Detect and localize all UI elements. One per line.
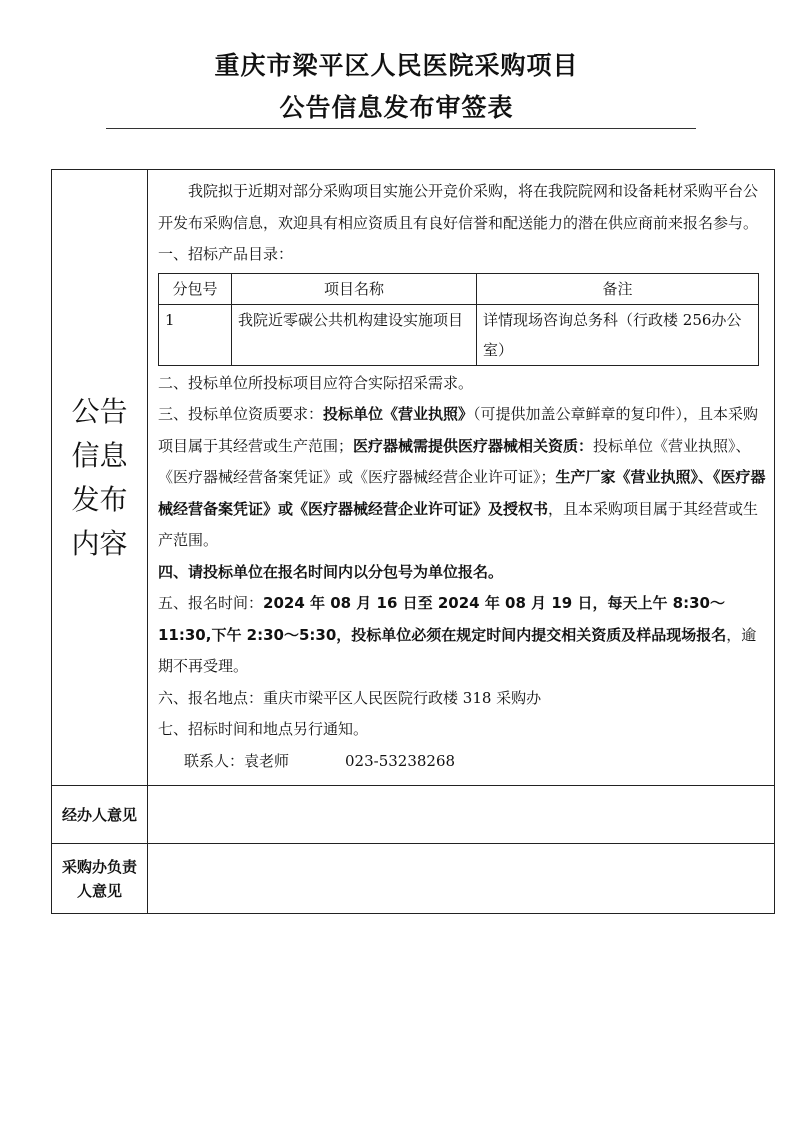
section4: 四、请投标单位在报名时间内以分包号为单位报名。 — [158, 562, 504, 581]
label-char: 内容 — [71, 526, 128, 560]
title-divider — [106, 128, 696, 129]
product-catalog-table — [158, 273, 759, 366]
announcement-row — [52, 170, 775, 786]
section7: 七、招标时间和地点另行通知。 — [158, 720, 369, 738]
table-row — [159, 304, 759, 365]
contact-phone: 023-53238268 — [345, 751, 456, 770]
contact-line — [158, 746, 766, 778]
header-remark: 备注 — [477, 273, 759, 304]
section5-bold: 2024 年 08 月 16 日至 2024 年 08 月 19 日，每天上午 8:30～11:30,下午 2:30～5:30，投标单位必须在规定时间内提交相关资质及样品现场报名 — [158, 594, 727, 644]
approval-form-table — [51, 169, 775, 914]
section3-text-3: ，且本采购项目属于其经营或生产范围。 — [158, 499, 759, 549]
section5 — [158, 588, 766, 683]
section1-title: 一、招标产品目录： — [158, 245, 294, 263]
cell-remark: 详情现场咨询总务科（行政楼 256办公室） — [477, 304, 759, 365]
header-project-name: 项目名称 — [232, 273, 477, 304]
section3-prefix: 三、投标单位资质要求： — [158, 405, 324, 423]
section3-bold-1: 投标单位《营业执照》 — [323, 405, 474, 423]
announcement-label-cell — [52, 170, 148, 786]
head-opinion-row — [52, 844, 775, 914]
label-char: 发布 — [71, 482, 128, 516]
contact-person: 联系人：袁老师 — [184, 751, 290, 770]
handler-opinion-label: 经办人意见 — [52, 786, 148, 844]
section5-suffix: ，逾期不再受理。 — [158, 625, 757, 675]
intro-paragraph: 我院拟于近期对部分采购项目实施公开竞价采购，将在我院院网和设备耗材采购平台公开发布采购信息，欢迎具有相应资质且有良好信誉和配送能力的潜在供应商前来报名参与。 — [158, 182, 759, 232]
catalog-header-row — [159, 273, 759, 304]
header-package-no: 分包号 — [159, 273, 232, 304]
doc-title-line1: 重庆市梁平区人民医院采购项目 — [214, 51, 579, 80]
section6: 六、报名地点：重庆市梁平区人民医院行政楼 318 采购办 — [158, 688, 542, 707]
head-opinion-field[interactable] — [148, 844, 775, 914]
label-char: 公告 — [71, 394, 128, 428]
section5-prefix: 五、报名时间： — [158, 594, 264, 612]
section3-bold-2: 医疗器械需提供医疗器械相关资质： — [353, 436, 594, 455]
section2: 二、投标单位所投标项目应符合实际招采需求。 — [158, 373, 474, 392]
section3-text-1: （可提供加盖公章鲜章的复印件），且本采购项目属于其经营或生产范围； — [158, 405, 759, 455]
announcement-content-cell — [148, 170, 775, 786]
label-char: 信息 — [71, 438, 128, 472]
section3 — [158, 399, 766, 557]
cell-package-no: 1 — [159, 304, 232, 365]
handler-opinion-row — [52, 786, 775, 844]
cell-project-name: 我院近零碳公共机构建设实施项目 — [232, 304, 477, 365]
head-opinion-label: 采购办负责人意见 — [52, 844, 148, 914]
doc-title-line2: 公告信息发布审签表 — [279, 93, 514, 122]
section3-bold-3: 生产厂家《营业执照》、《医疗器械经营备案凭证》或《医疗器械经营企业许可证》及授权书 — [158, 468, 766, 518]
handler-opinion-field[interactable] — [148, 786, 775, 844]
section3-text-2: 投标单位《营业执照》、《医疗器械经营备案凭证》或《医疗器械经营企业许可证》； — [158, 436, 751, 486]
